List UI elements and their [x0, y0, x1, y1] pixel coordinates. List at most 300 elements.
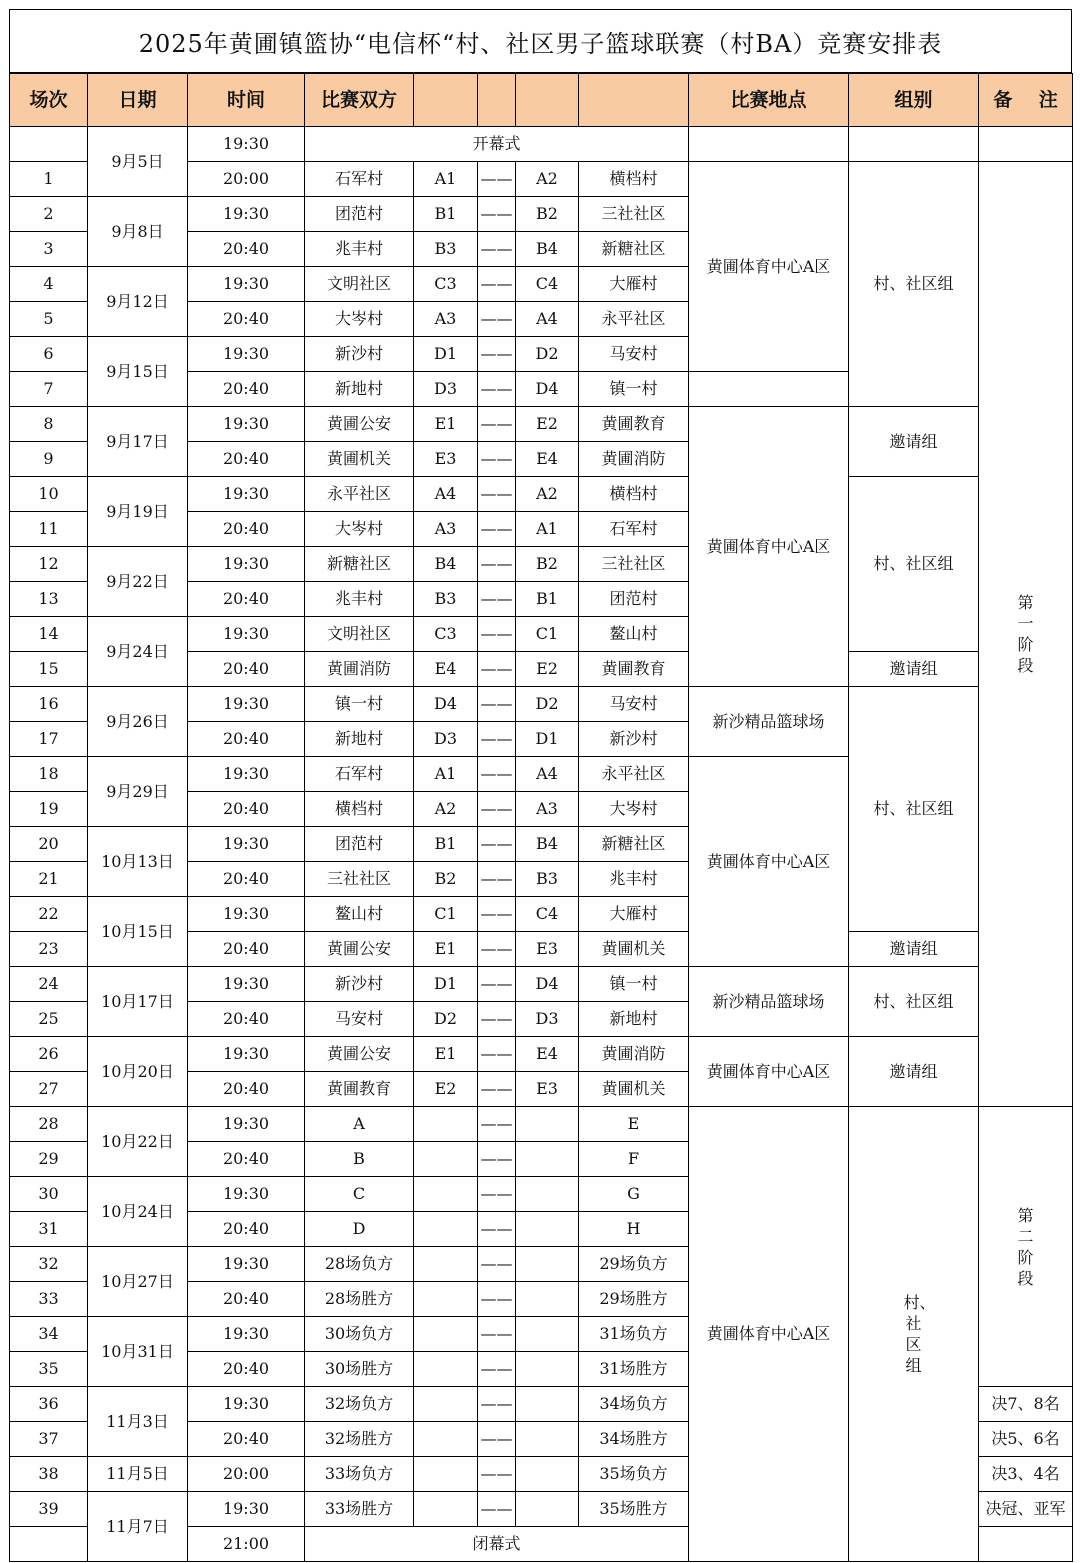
away-team: 马安村 [579, 337, 689, 372]
schedule-table [9, 73, 1073, 1562]
home-code: D1 [414, 337, 478, 372]
table-row [10, 1107, 1073, 1142]
page-title: 2025年黄圃镇篮协“电信杯“村、社区男子篮球联赛（村BA）竞赛安排表 [9, 9, 1072, 73]
venue-cell: 新沙精品篮球场 [689, 967, 849, 1037]
match-no: 8 [10, 407, 88, 442]
match-time: 19:30 [188, 827, 305, 862]
home-team: A [305, 1107, 414, 1142]
home-code: B2 [414, 862, 478, 897]
away-team: 新糖社区 [579, 232, 689, 267]
match-no: 38 [10, 1457, 88, 1492]
away-code: E3 [516, 932, 579, 967]
note-cell: 决5、6名 [979, 1422, 1073, 1457]
home-code [414, 1352, 478, 1387]
away-team: 黄圃教育 [579, 407, 689, 442]
match-date: 9月15日 [88, 337, 188, 407]
versus-dash: —— [478, 757, 516, 792]
match-no: 10 [10, 477, 88, 512]
group-cell: 村、社区组 [849, 687, 979, 932]
match-time: 20:40 [188, 792, 305, 827]
venue-cell [689, 127, 849, 162]
away-team: 横档村 [579, 162, 689, 197]
home-code [414, 1457, 478, 1492]
home-code [414, 1212, 478, 1247]
match-date: 10月20日 [88, 1037, 188, 1107]
away-code [516, 1317, 579, 1352]
group-cell: 邀请组 [849, 1037, 979, 1107]
versus-dash: —— [478, 337, 516, 372]
match-date: 9月22日 [88, 547, 188, 617]
away-code: A4 [516, 757, 579, 792]
match-date: 9月5日 [88, 127, 188, 197]
match-no: 34 [10, 1317, 88, 1352]
group-cell: 邀请组 [849, 932, 979, 967]
match-time: 19:30 [188, 687, 305, 722]
versus-dash: —— [478, 652, 516, 687]
match-no: 22 [10, 897, 88, 932]
home-team: 28场负方 [305, 1247, 414, 1282]
match-no: 3 [10, 232, 88, 267]
versus-dash: —— [478, 967, 516, 1002]
match-no: 29 [10, 1142, 88, 1177]
match-time: 19:30 [188, 967, 305, 1002]
match-no [10, 127, 88, 162]
home-team: 黄圃教育 [305, 1072, 414, 1107]
home-team: 新地村 [305, 372, 414, 407]
home-code [414, 1492, 478, 1527]
match-time: 20:40 [188, 1212, 305, 1247]
venue-cell: 黄圃体育中心A区 [689, 1107, 849, 1562]
match-time: 19:30 [188, 1317, 305, 1352]
match-no: 33 [10, 1282, 88, 1317]
header-venue: 比赛地点 [689, 74, 849, 127]
versus-dash: —— [478, 302, 516, 337]
home-team: C [305, 1177, 414, 1212]
versus-dash: —— [478, 232, 516, 267]
versus-dash: —— [478, 722, 516, 757]
away-code: D2 [516, 337, 579, 372]
group-cell [849, 127, 979, 162]
note-cell [979, 162, 1073, 1107]
versus-dash: —— [478, 197, 516, 232]
header-blank [516, 74, 579, 127]
match-date: 10月31日 [88, 1317, 188, 1387]
home-team: 石军村 [305, 757, 414, 792]
away-team: 大岑村 [579, 792, 689, 827]
home-code [414, 1422, 478, 1457]
away-code: D1 [516, 722, 579, 757]
away-team: 黄圃教育 [579, 652, 689, 687]
versus-dash: —— [478, 407, 516, 442]
away-code [516, 1492, 579, 1527]
header-row [10, 74, 1073, 127]
note-cell: 决3、4名 [979, 1457, 1073, 1492]
match-date: 9月24日 [88, 617, 188, 687]
match-date: 9月19日 [88, 477, 188, 547]
match-time: 19:30 [188, 477, 305, 512]
home-code [414, 1317, 478, 1352]
home-team: 黄圃机关 [305, 442, 414, 477]
away-code: C1 [516, 617, 579, 652]
match-date: 10月17日 [88, 967, 188, 1037]
versus-dash: —— [478, 1492, 516, 1527]
stage-label-vertical: 第一阶段 [1017, 593, 1034, 675]
match-time: 20:40 [188, 512, 305, 547]
home-team: 大岑村 [305, 512, 414, 547]
match-time: 19:30 [188, 1492, 305, 1527]
away-team: 新沙村 [579, 722, 689, 757]
away-code: A2 [516, 162, 579, 197]
away-team: H [579, 1212, 689, 1247]
away-team: 三社社区 [579, 547, 689, 582]
away-code: B2 [516, 547, 579, 582]
away-team: 鳌山村 [579, 617, 689, 652]
match-no: 20 [10, 827, 88, 862]
match-no: 37 [10, 1422, 88, 1457]
match-date: 10月24日 [88, 1177, 188, 1247]
venue-cell [979, 1527, 1073, 1562]
match-time: 20:40 [188, 1002, 305, 1037]
match-time: 19:30 [188, 617, 305, 652]
away-code: D3 [516, 1002, 579, 1037]
home-code: D3 [414, 372, 478, 407]
match-time: 20:40 [188, 652, 305, 687]
home-team: 三社社区 [305, 862, 414, 897]
home-code [414, 1142, 478, 1177]
home-code [414, 1282, 478, 1317]
home-team: 30场胜方 [305, 1352, 414, 1387]
match-no: 16 [10, 687, 88, 722]
match-no: 18 [10, 757, 88, 792]
home-team: 新地村 [305, 722, 414, 757]
away-team: 马安村 [579, 687, 689, 722]
home-code: D3 [414, 722, 478, 757]
home-code [414, 1387, 478, 1422]
match-no: 39 [10, 1492, 88, 1527]
home-code: E1 [414, 932, 478, 967]
versus-dash: —— [478, 1457, 516, 1492]
match-time: 19:30 [188, 1177, 305, 1212]
away-team: 镇一村 [579, 372, 689, 407]
home-team: 鳌山村 [305, 897, 414, 932]
match-no: 9 [10, 442, 88, 477]
match-time: 19:30 [188, 1107, 305, 1142]
versus-dash: —— [478, 582, 516, 617]
away-team: 大雁村 [579, 267, 689, 302]
match-time: 20:40 [188, 862, 305, 897]
home-code: E1 [414, 407, 478, 442]
match-time: 20:40 [188, 722, 305, 757]
home-team: 团范村 [305, 827, 414, 862]
group-cell: 邀请组 [849, 407, 979, 477]
home-team: 黄圃公安 [305, 932, 414, 967]
home-team: 新糖社区 [305, 547, 414, 582]
away-code: A2 [516, 477, 579, 512]
home-team: 28场胜方 [305, 1282, 414, 1317]
group-cell: 村、社区组 [849, 162, 979, 407]
away-code [516, 1107, 579, 1142]
match-time: 20:40 [188, 372, 305, 407]
away-code: B4 [516, 827, 579, 862]
versus-dash: —— [478, 162, 516, 197]
away-code: E4 [516, 442, 579, 477]
away-team: 29场负方 [579, 1247, 689, 1282]
table-row [10, 1037, 1073, 1072]
versus-dash: —— [478, 1247, 516, 1282]
home-code: A4 [414, 477, 478, 512]
home-team: B [305, 1142, 414, 1177]
versus-dash: —— [478, 1107, 516, 1142]
table-row [10, 407, 1073, 442]
home-code: C3 [414, 617, 478, 652]
away-code: A4 [516, 302, 579, 337]
venue-cell: 黄圃体育中心A区 [689, 162, 849, 372]
away-team: 29场胜方 [579, 1282, 689, 1317]
match-no: 6 [10, 337, 88, 372]
match-time: 19:30 [188, 197, 305, 232]
match-no: 35 [10, 1352, 88, 1387]
versus-dash: —— [478, 1002, 516, 1037]
away-code: C4 [516, 897, 579, 932]
versus-dash: —— [478, 1072, 516, 1107]
note-cell: 决冠、亚军 [979, 1492, 1073, 1527]
match-date: 10月22日 [88, 1107, 188, 1177]
match-time: 19:30 [188, 127, 305, 162]
closing-ceremony: 闭幕式 [305, 1527, 689, 1562]
away-team: 黄圃消防 [579, 1037, 689, 1072]
home-team: 兆丰村 [305, 582, 414, 617]
match-no: 13 [10, 582, 88, 617]
match-time: 20:40 [188, 1422, 305, 1457]
away-team: F [579, 1142, 689, 1177]
away-team: 镇一村 [579, 967, 689, 1002]
match-date: 11月7日 [88, 1492, 188, 1562]
home-team: 新沙村 [305, 967, 414, 1002]
away-team: 34场胜方 [579, 1422, 689, 1457]
home-code: E3 [414, 442, 478, 477]
away-code [516, 1247, 579, 1282]
home-team: 石军村 [305, 162, 414, 197]
away-team: 永平社区 [579, 302, 689, 337]
table-row [10, 967, 1073, 1002]
group-cell: 邀请组 [849, 652, 979, 687]
home-code: A2 [414, 792, 478, 827]
match-no: 17 [10, 722, 88, 757]
versus-dash: —— [478, 862, 516, 897]
match-time: 19:30 [188, 897, 305, 932]
away-team: 横档村 [579, 477, 689, 512]
match-time: 21:00 [188, 1527, 305, 1562]
match-date: 10月13日 [88, 827, 188, 897]
match-no: 26 [10, 1037, 88, 1072]
home-team: 30场负方 [305, 1317, 414, 1352]
match-time: 19:30 [188, 267, 305, 302]
match-date: 11月3日 [88, 1387, 188, 1457]
home-code: A1 [414, 757, 478, 792]
away-code [516, 1352, 579, 1387]
away-team: 新糖社区 [579, 827, 689, 862]
away-code [516, 1212, 579, 1247]
home-team: 33场负方 [305, 1457, 414, 1492]
match-time: 19:30 [188, 1247, 305, 1282]
match-time: 20:40 [188, 442, 305, 477]
versus-dash: —— [478, 1212, 516, 1247]
away-code: A3 [516, 792, 579, 827]
away-code [516, 1422, 579, 1457]
away-team: 石军村 [579, 512, 689, 547]
away-code: E4 [516, 1037, 579, 1072]
note-cell [979, 1107, 1073, 1387]
home-code: E1 [414, 1037, 478, 1072]
away-code: B1 [516, 582, 579, 617]
table-row [10, 477, 1073, 512]
away-code: B4 [516, 232, 579, 267]
home-code: A3 [414, 302, 478, 337]
match-time: 19:30 [188, 1387, 305, 1422]
versus-dash: —— [478, 687, 516, 722]
header-blank [414, 74, 478, 127]
stage-label-vertical: 第二阶段 [1017, 1205, 1034, 1288]
home-code [414, 1107, 478, 1142]
match-time: 20:40 [188, 1352, 305, 1387]
versus-dash: —— [478, 1387, 516, 1422]
match-no: 32 [10, 1247, 88, 1282]
away-code: C4 [516, 267, 579, 302]
venue-cell: 黄圃体育中心A区 [689, 407, 849, 687]
home-team: 兆丰村 [305, 232, 414, 267]
home-code: D1 [414, 967, 478, 1002]
home-code: B1 [414, 197, 478, 232]
match-no: 1 [10, 162, 88, 197]
away-team: 黄圃机关 [579, 1072, 689, 1107]
home-team: 33场胜方 [305, 1492, 414, 1527]
match-date: 11月5日 [88, 1457, 188, 1492]
away-team: 34场负方 [579, 1387, 689, 1422]
match-time: 19:30 [188, 337, 305, 372]
home-team: 新沙村 [305, 337, 414, 372]
venue-cell: 黄圃体育中心A区 [689, 757, 849, 967]
away-team: 新地村 [579, 1002, 689, 1037]
away-code: E2 [516, 407, 579, 442]
home-team: 黄圃公安 [305, 1037, 414, 1072]
header-blank [579, 74, 689, 127]
match-time: 20:40 [188, 582, 305, 617]
versus-dash: —— [478, 792, 516, 827]
match-no: 11 [10, 512, 88, 547]
match-time: 20:00 [188, 1457, 305, 1492]
match-date: 9月12日 [88, 267, 188, 337]
home-code: E2 [414, 1072, 478, 1107]
away-code [516, 1142, 579, 1177]
away-code [516, 1282, 579, 1317]
versus-dash: —— [478, 1282, 516, 1317]
match-no: 4 [10, 267, 88, 302]
match-no: 24 [10, 967, 88, 1002]
match-no: 15 [10, 652, 88, 687]
away-team: G [579, 1177, 689, 1212]
versus-dash: —— [478, 897, 516, 932]
header-group: 组别 [849, 74, 979, 127]
away-code: D2 [516, 687, 579, 722]
match-time: 19:30 [188, 1037, 305, 1072]
home-team: 镇一村 [305, 687, 414, 722]
home-team: 32场胜方 [305, 1422, 414, 1457]
home-code: B3 [414, 232, 478, 267]
group-cell: 村、社区组 [849, 967, 979, 1037]
away-code [516, 1387, 579, 1422]
versus-dash: —— [478, 512, 516, 547]
versus-dash: —— [478, 442, 516, 477]
versus-dash: —— [478, 1177, 516, 1212]
home-team: 黄圃消防 [305, 652, 414, 687]
match-no: 25 [10, 1002, 88, 1037]
away-team: 31场负方 [579, 1317, 689, 1352]
home-team: 团范村 [305, 197, 414, 232]
header-note: 备 注 [979, 74, 1073, 127]
home-code: D4 [414, 687, 478, 722]
header-teams: 比赛双方 [305, 74, 414, 127]
match-no: 21 [10, 862, 88, 897]
match-time: 20:40 [188, 1142, 305, 1177]
match-no: 27 [10, 1072, 88, 1107]
away-team: E [579, 1107, 689, 1142]
home-team: 永平社区 [305, 477, 414, 512]
match-time: 20:40 [188, 302, 305, 337]
header-time: 时间 [188, 74, 305, 127]
away-team: 黄圃机关 [579, 932, 689, 967]
match-no [10, 1527, 88, 1562]
venue-cell: 新沙精品篮球场 [689, 687, 849, 757]
home-team: 黄圃公安 [305, 407, 414, 442]
group-cell [849, 1107, 979, 1562]
home-code [414, 1247, 478, 1282]
home-code: B4 [414, 547, 478, 582]
versus-dash: —— [478, 827, 516, 862]
match-no: 30 [10, 1177, 88, 1212]
match-date: 9月29日 [88, 757, 188, 827]
versus-dash: —— [478, 547, 516, 582]
away-code: B3 [516, 862, 579, 897]
home-team: 横档村 [305, 792, 414, 827]
match-date: 10月15日 [88, 897, 188, 967]
home-code [414, 1177, 478, 1212]
away-code: E2 [516, 652, 579, 687]
match-time: 20:40 [188, 932, 305, 967]
header-blank [478, 74, 516, 127]
away-code: E3 [516, 1072, 579, 1107]
match-no: 12 [10, 547, 88, 582]
group-label-vertical: 村、社区组 [903, 1293, 936, 1375]
home-team: 32场负方 [305, 1387, 414, 1422]
home-team: 大岑村 [305, 302, 414, 337]
away-team: 31场胜方 [579, 1352, 689, 1387]
away-team: 团范村 [579, 582, 689, 617]
versus-dash: —— [478, 1352, 516, 1387]
home-code: E4 [414, 652, 478, 687]
away-code [516, 1457, 579, 1492]
away-team: 黄圃消防 [579, 442, 689, 477]
opening-ceremony: 开幕式 [305, 127, 689, 162]
away-code [516, 1177, 579, 1212]
home-code: C3 [414, 267, 478, 302]
home-code: B3 [414, 582, 478, 617]
versus-dash: —— [478, 267, 516, 302]
match-no: 31 [10, 1212, 88, 1247]
home-code: C1 [414, 897, 478, 932]
away-team: 永平社区 [579, 757, 689, 792]
home-team: 文明社区 [305, 267, 414, 302]
versus-dash: —— [478, 372, 516, 407]
